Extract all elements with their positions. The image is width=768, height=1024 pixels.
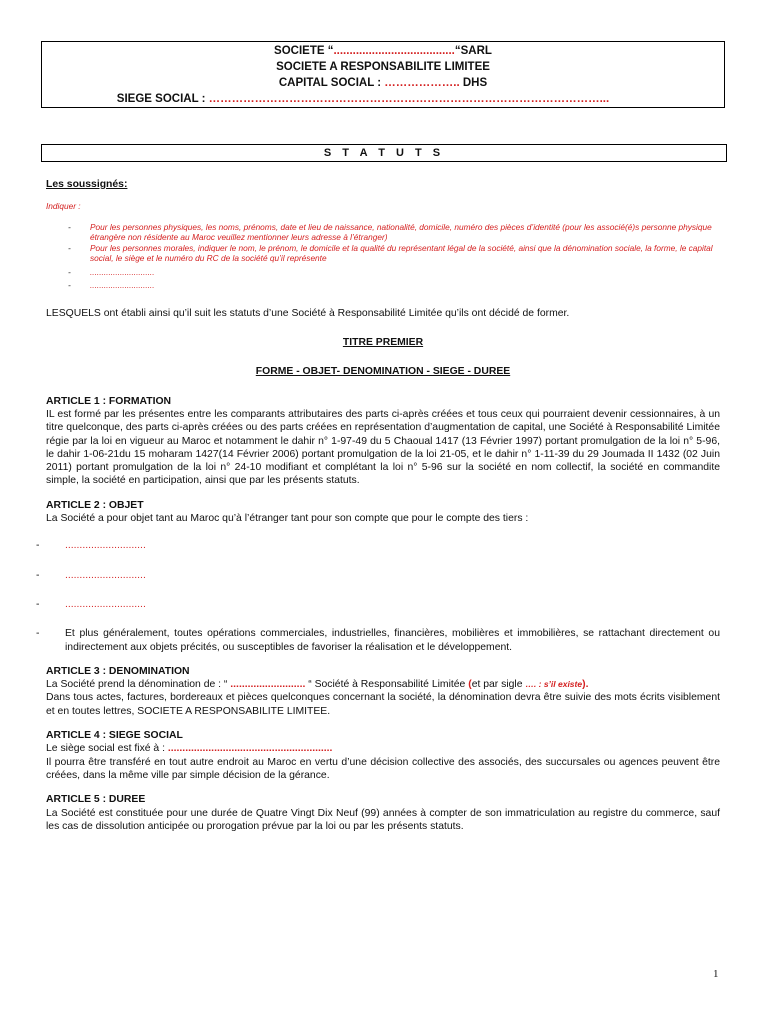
soussignes-list — [46, 222, 720, 291]
header-legal-form: SOCIETE A RESPONSABILITE LIMITEE — [276, 61, 490, 73]
list-item: - Pour les personnes morales, indiquer le nom, le prénom, le domicile et la qualité du représentant légal de la société, ainsi que la dénomination sociale, la forme, le capital social, le siège et le numéro du RC de la société qu’il représente — [46, 243, 720, 264]
page-number: 1 — [713, 968, 719, 980]
article5-title: ARTICLE 5 : DUREE — [46, 794, 146, 806]
article4-title: ARTICLE 4 : SIEGE SOCIAL — [46, 730, 183, 742]
company-header-box — [41, 41, 725, 108]
company-name-placeholder: ...................................... — [333, 45, 455, 57]
statuts-title-box — [41, 144, 727, 162]
article4-body: Il pourra être transféré en tout autre endroit au Maroc en vertu d’une décision collective des associés, des succursales ou agences peuvent être créées, dans la même ville par simple décision de la gérance. — [46, 756, 720, 781]
article1-title: ARTICLE 1 : FORMATION — [46, 395, 172, 407]
indiquer-label: Indiquer : — [46, 201, 81, 212]
header-capital: CAPITAL SOCIAL : ……………….. DHS — [278, 77, 488, 89]
header-siege: SIEGE SOCIAL : …………………………………………………………………………………………... — [116, 93, 610, 105]
article2-intro: La Société a pour objet tant au Maroc qu’à l’étranger tant pour son compte que pour le compte des tiers : — [46, 513, 529, 525]
list-item: - Et plus généralement, toutes opérations commerciales, industrielles, financières, mobilières et immobilières, se rattachant directement ou indirectement aux objets précités, ou susceptibles de favoriser la réalisation et le développement. — [36, 628, 720, 653]
list-item: - ............................ — [46, 267, 720, 278]
lesquels-paragraph: LESQUELS ont établi ainsi qu’il suit les statuts d’une Société à Responsabilité Limitée qu’ils ont décidé de former. — [46, 307, 570, 319]
list-item: - ............................ — [36, 598, 146, 610]
article3-body: Dans tous actes, factures, bordereaux et pièces quelconques concernant la société, la dénomination devra être suivie des mots écrits visiblement et en toutes lettres, SOCIETE A RESPONSABILITE LIMITEE. — [46, 692, 720, 717]
denomination-placeholder: .......................... — [230, 679, 306, 691]
forme-title: FORME - OBJET- DENOMINATION - SIEGE - DUREE — [255, 366, 511, 378]
article5-body: La Société est constituée pour une durée de Quatre Vingt Dix Neuf (99) années à compter de son immatriculation au registre du commerce, sauf les cas de dissolution anticipée ou prorogation prévue par la loi ou par les présents statuts. — [46, 807, 720, 832]
article2-title: ARTICLE 2 : OBJET — [46, 499, 144, 511]
siege-placeholder: …………………………………………………………………………………………... — [208, 93, 610, 105]
soussignes-heading: Les soussignés: — [46, 179, 128, 190]
sigle-placeholder: …. : s’il existe — [525, 679, 583, 690]
header-company-name: SOCIETE “......................................“SARL — [274, 45, 492, 57]
article3-title: ARTICLE 3 : DENOMINATION — [46, 665, 190, 677]
document-body — [36, 178, 720, 833]
list-item: - ............................ — [36, 540, 146, 552]
article4-siege-line: Le siège social est fixé à : ......................................................... — [46, 743, 333, 755]
article3-denomination-line: La Société prend la dénomination de : “ .......................... “ Société à Responsabilité Limitée (et par sigle …. : s’il existe). — [46, 679, 589, 691]
capital-placeholder: ……………….. — [384, 77, 460, 89]
list-item: - Pour les personnes physiques, les noms, prénoms, date et lieu de naissance, nationalité, domicile, numéro des pièces d’identité (pour les associé(é)s personne physique étrangère non résidente au Maroc veuillez mentionner leurs adresse à l’étranger) — [46, 222, 720, 243]
titre-premier: TITRE PREMIER — [342, 337, 424, 349]
statuts-title: S T A T U T S — [323, 147, 445, 159]
list-item: - ............................ — [46, 280, 720, 291]
article1-body: IL est formé par les présentes entre les comparants attributaires des parts ci-après créées et tous ceux qui pourraient devenir cessionnaires, à un titre quelconque, des parts ci-après créées ou des parts créées en représentation d’augmentation de capital, une Société à Responsabilité Limitée régie par la loi en vigueur au Maroc et notamment le dahir n° 1-97-49 du 5 Chaoual 1417 (13 Février 1997) portant promulgation de la loi n° 5-96, le dahir 1-06-21du 15 moharam 1427(14 Février 2006) portant promulgation de la loi 21-05, et le dahir n° 1-11-39 du 29 Joumada II 1432 (02 Juin 2011) portant promulgation de la loi n° 24-10 modifiant et complétant la loi n° 5-96 sur la société en nom collectif, la société en commandite simple, la société en participation, ainsi que par les présents statuts. — [46, 408, 720, 487]
siege-address-placeholder: ......................................................... — [167, 743, 333, 755]
list-item: - ............................ — [36, 569, 146, 581]
